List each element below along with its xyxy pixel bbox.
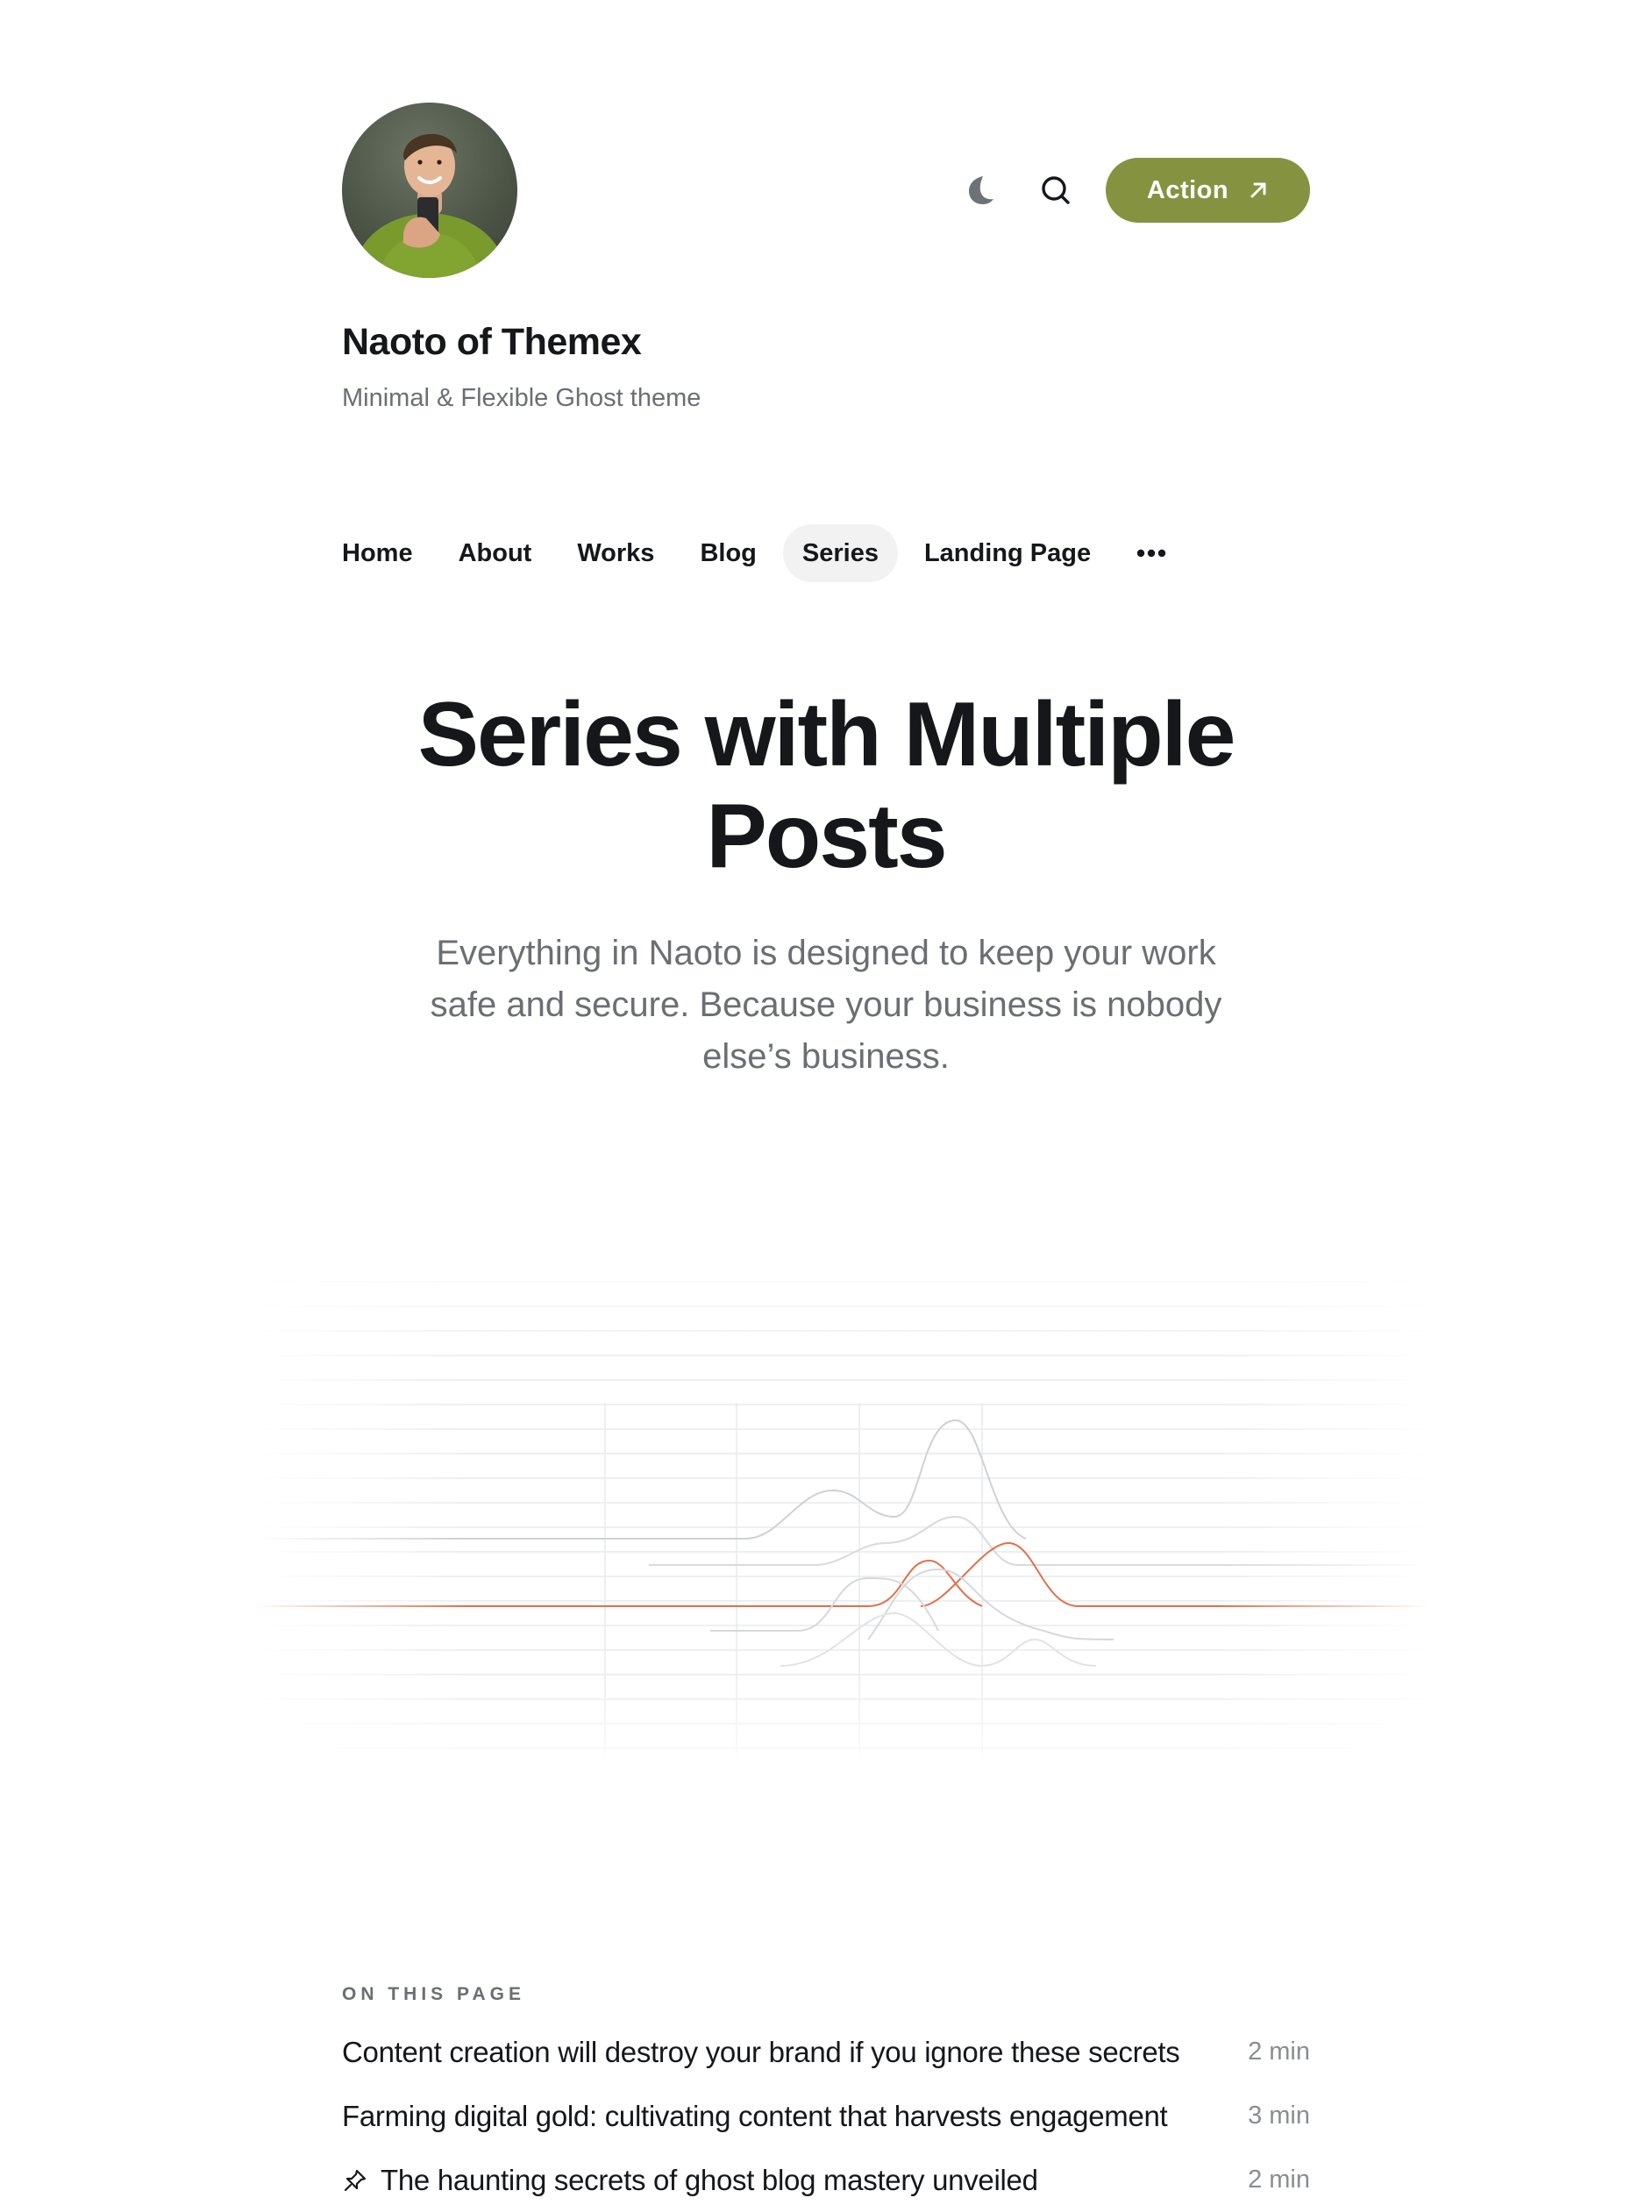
toc-item[interactable] — [342, 2148, 1310, 2212]
arrow-up-right-icon — [1248, 180, 1269, 201]
site-tagline: Minimal & Flexible Ghost theme — [342, 384, 701, 412]
toc-item[interactable] — [342, 2084, 1310, 2148]
toc-item-reading-time: 3 min — [1248, 2102, 1310, 2130]
toc-item-title[interactable]: Content creation will destroy your brand if you ignore these secrets — [342, 2035, 1180, 2068]
decorative-wave-graphic — [254, 1227, 1429, 1789]
nav-item-about[interactable]: About — [458, 539, 532, 567]
more-dots-icon — [1136, 548, 1166, 558]
toc-item[interactable] — [342, 2020, 1310, 2084]
toc-list — [342, 2020, 1310, 2212]
toc-label: ON THIS PAGE — [342, 1984, 525, 2004]
toc-item-title[interactable]: The haunting secrets of ghost blog mastery unveiled — [381, 2163, 1038, 2196]
toc-item-title[interactable]: Farming digital gold: cultivating content that harvests engagement — [342, 2099, 1168, 2132]
dark-mode-toggle[interactable] — [953, 164, 1006, 217]
toc-item-reading-time: 2 min — [1248, 2038, 1310, 2066]
nav-item-landing-page[interactable]: Landing Page — [923, 539, 1092, 567]
search-button[interactable] — [1029, 164, 1082, 217]
page-description: Everything in Naoto is designed to keep your work safe and secure. Because your business is nobody else’s business. — [430, 934, 1222, 1076]
main-nav — [323, 524, 1186, 582]
search-icon — [1039, 174, 1072, 207]
header-actions — [953, 158, 1310, 223]
nav-more-button[interactable] — [1117, 524, 1186, 582]
nav-item-home[interactable]: Home — [342, 539, 413, 567]
site-title[interactable]: Naoto of Themex — [342, 321, 642, 363]
action-button-label: Action — [1146, 175, 1229, 204]
nav-item-works[interactable]: Works — [577, 539, 655, 567]
action-button[interactable] — [1106, 158, 1310, 223]
profile-photo — [342, 103, 517, 278]
moon-icon — [962, 173, 997, 208]
toc-item-reading-time: 2 min — [1248, 2166, 1310, 2194]
nav-item-series[interactable]: Series — [783, 524, 898, 582]
pin-icon — [342, 2167, 368, 2194]
page-title: Series with Multiple Posts — [417, 684, 1235, 887]
nav-item-blog[interactable]: Blog — [700, 539, 757, 567]
avatar[interactable] — [342, 103, 517, 278]
